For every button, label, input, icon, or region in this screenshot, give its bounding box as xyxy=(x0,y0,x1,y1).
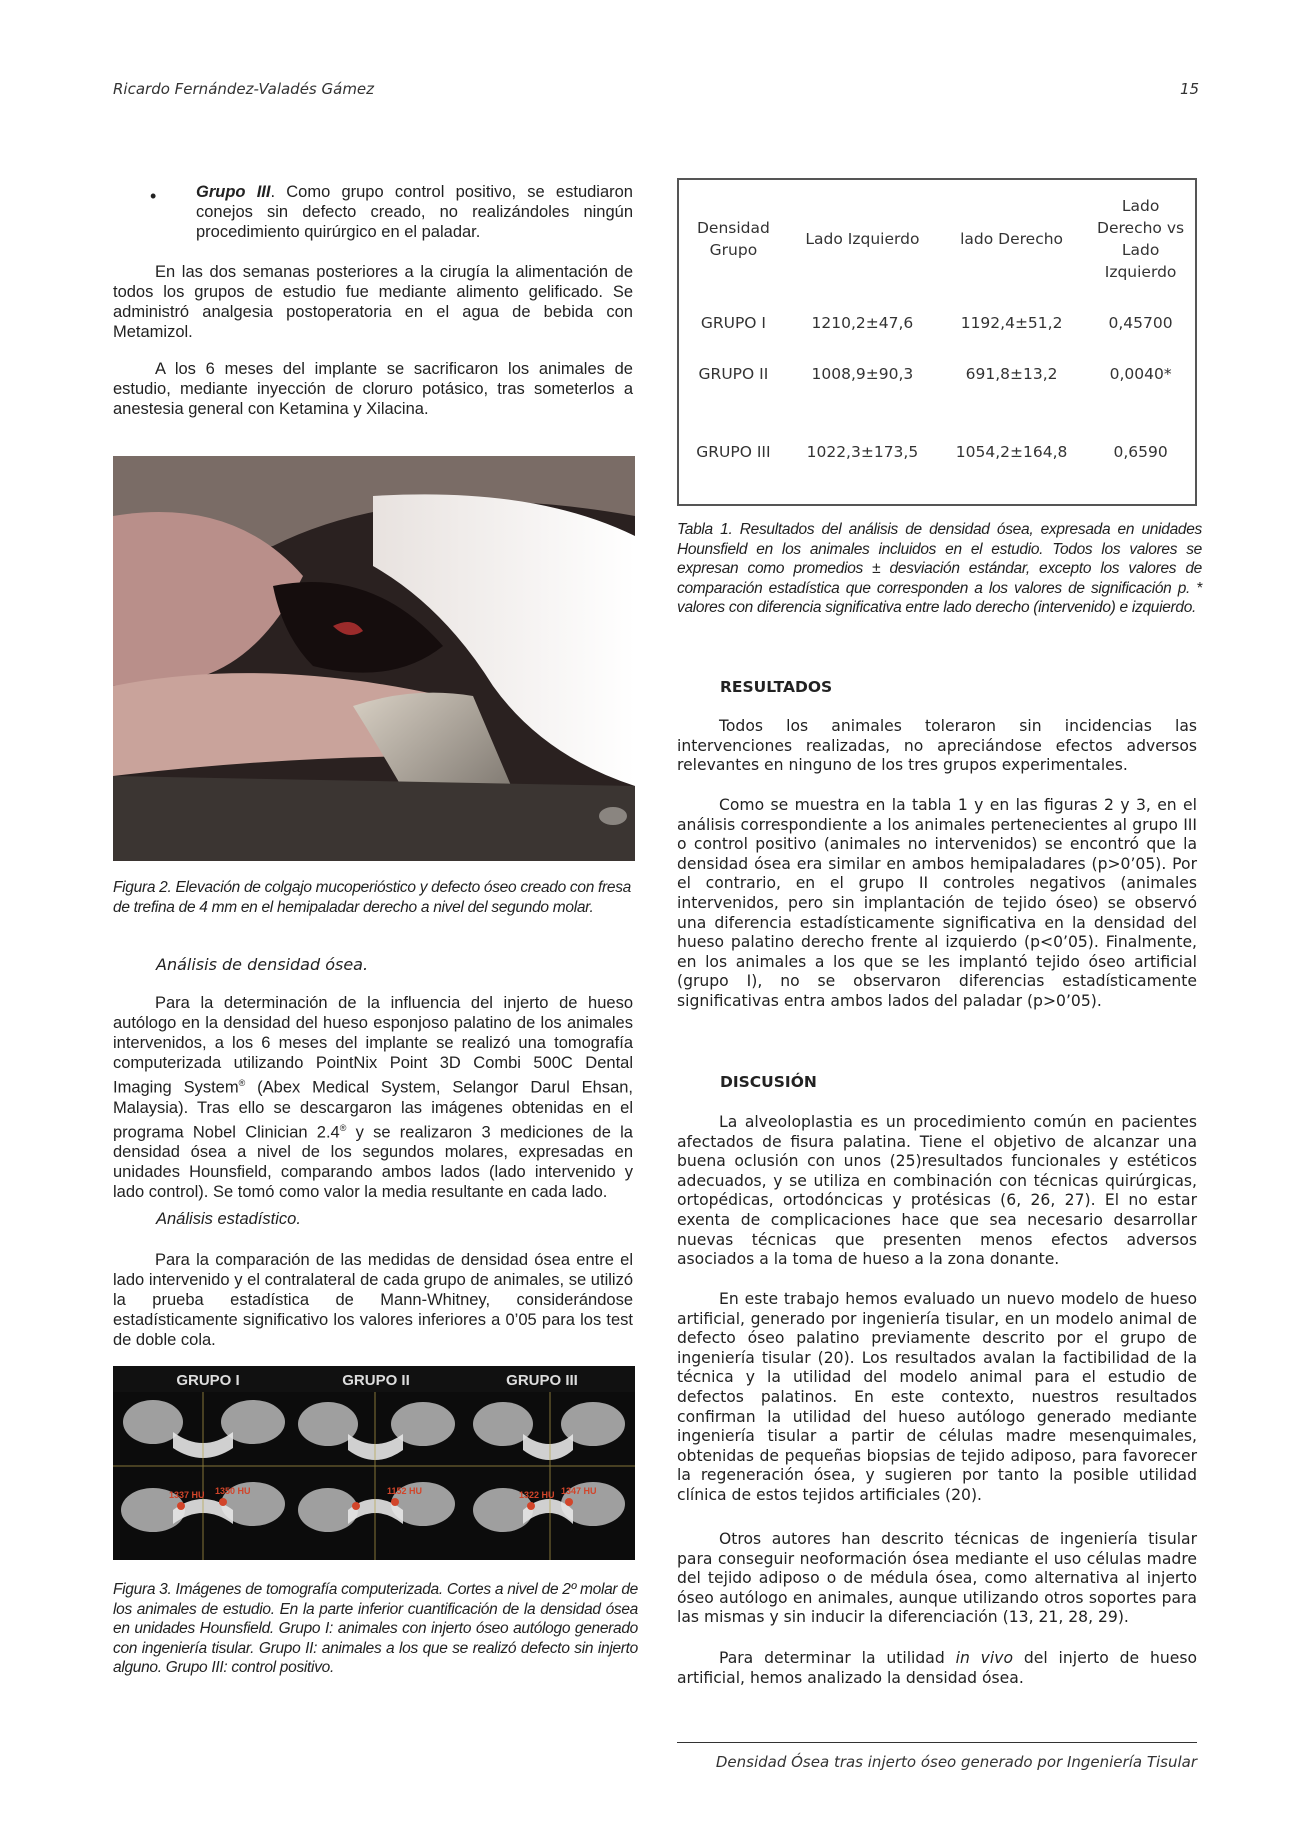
table-row xyxy=(679,348,1195,400)
ct-label-grupo-i: GRUPO I xyxy=(176,1372,240,1389)
section-title-discusion: DISCUSIÓN xyxy=(720,1073,817,1091)
table-cell: 1192,4±51,2 xyxy=(960,314,1063,332)
figure-2-caption: Figura 2. Elevación de colgajo mucoperióstico y defecto óseo creado con fresa de trefina de 4 mm en el hemipaladar derecho a nivel del segundo molar. xyxy=(113,879,631,916)
paragraph-discusion-4: Para determinar la utilidad in vivo del injerto de hueso artificial, hemos analizado la densidad ósea. xyxy=(677,1649,1197,1687)
paragraph-resultados-2: Como se muestra en la tabla 1 y en las figuras 2 y 3, en el análisis correspondiente a los animales pertenecientes al grupo III o control positivo (animales no intervenidos) se encontró que la densidad ósea era similar en ambos hemipaladares (p>0’05). Por el contrario, en el grupo II controles negativos (animales intervenidos, pero sin implantación de tejido óseo) se observó una diferencia estadísticamente significativa en la densidad del hueso palatino derecho frente al izquierdo (p<0’05). Finalmente, en los animales a los que se les implantó tejido óseo artificial (grupo I), no se observaron diferencias estadísticamente significativas entra ambos lados del paladar (p>0’05). xyxy=(677,796,1197,1010)
subheading-analisis-estadistico: Análisis estadístico. xyxy=(156,1210,301,1228)
paragraph-resultados-1: Todos los animales toleraron sin incidencias las intervenciones realizadas, no apreciándose efectos adversos relevantes en ninguno de los tres grupos experimentales. xyxy=(677,717,1197,775)
hu-label-5: 1322 HU xyxy=(519,1490,555,1500)
bullet-dot: • xyxy=(150,186,157,206)
table-cell: 1022,3±173,5 xyxy=(806,443,919,461)
paragraph-densidad-metodo: Para la determinación de la influencia del injerto de hueso autólogo en la densidad del hueso esponjoso palatino de los animales intervenidos, a los 6 meses del implante se realizó una tomografía computerizada utilizando PointNix Point 3D Combi 500C Dental Imaging System® (Abex Medical System, Selangor Darul Ehsan, Malaysia). Tras ello se descargaron las imágenes obtenidas en el programa Nobel Clinician 2.4® y se realizaron 3 mediciones de la densidad ósea a nivel de los segundos molares, expresadas en unidades Hounsfield, comparando ambos lados (lado intervenido y lado control). Se tomó como valor la media resultante en cada lado. xyxy=(113,994,634,1201)
ct-label-grupo-iii: GRUPO III xyxy=(506,1372,578,1389)
table-header-cell: Densidad Grupo xyxy=(696,219,770,259)
paragraph-discusion-1: La alveoloplastia es un procedimiento común en pacientes afectados de fisura palatina. Tiene el objetivo de alcanzar una buena oclusión con unos (25)resultados funcionales y estéticos adecuados, y se utiliza en combinación con técnicas quirúrgicas, ortopédicas, ortodóncicas y protésicas (6, 26, 27). El no estar exenta de complicaciones hace que sea necesario desarrollar nuevas técnicas que presenten menos efectos adversos asociados a la toma de hueso a la zona donante. xyxy=(677,1113,1197,1269)
paragraph-sacrificio: A los 6 meses del implante se sacrificaron los animales de estudio, mediante inyección de cloruro potásico, tras someterlos a anestesia general con Ketamina y Xilacina. xyxy=(113,360,633,418)
bullet-text: . Como grupo control positivo, se estudiaron conejos sin defecto creado, no realizándoles ningún procedimiento quirúrgico en el paladar. xyxy=(196,183,633,241)
table-1 xyxy=(677,178,1197,506)
surgical-photo-illustration xyxy=(113,456,635,861)
table-cell: 0,45700 xyxy=(1108,314,1173,332)
hu-label-2: 1350 HU xyxy=(215,1486,251,1496)
hu-label-4: 1152 HU xyxy=(387,1486,423,1496)
in-vivo-italic: in vivo xyxy=(955,1649,1014,1667)
table-cell: 691,8±13,2 xyxy=(965,365,1058,383)
footer-rule xyxy=(677,1742,1197,1743)
paragraph-discusion-2: En este trabajo hemos evaluado un nuevo modelo de hueso artificial, generado por ingeniería tisular, en un modelo animal de defecto óseo palatino previamente descrito por el grupo de ingeniería tisular (20). Los resultados avalan la factibilidad de la técnica y la utilidad del modelo animal para el estudio de defectos palatinos. En este contexto, nuestros resultados confirman la utilidad del hueso autólogo generado mediante ingeniería tisular a partir de células madre mesenquimales, obtenidas de pequeñas biopsias de tejido adiposo, para favorecer la regeneración ósea, y sugieren por tanto la posible utilidad clínica de estos tejidos artificiales (20). xyxy=(677,1290,1197,1504)
figure-2-surgical-photo xyxy=(113,456,635,861)
registered-mark-2: ® xyxy=(339,1122,347,1133)
table-header-cell: lado Derecho xyxy=(960,230,1064,248)
registered-mark-1: ® xyxy=(238,1078,246,1088)
ct-scan-illustration xyxy=(113,1392,635,1560)
table-cell: GRUPO III xyxy=(696,443,771,461)
table-cell: GRUPO I xyxy=(700,314,766,332)
paragraph-estadistica: Para la comparación de las medidas de densidad ósea entre el lado intervenido y el contralateral de cada grupo de animales, se utilizó la prueba estadística de Mann-Whitney, considerándose estadísticamente significativo los valores inferiores a 0’05 para los test de doble cola. xyxy=(113,1251,633,1349)
table-cell: 1210,2±47,6 xyxy=(811,314,914,332)
table-row xyxy=(679,298,1195,348)
running-header-author: Ricardo Fernández-Valadés Gámez xyxy=(113,80,375,98)
table-cell: 1008,9±90,3 xyxy=(811,365,914,383)
table-header-row xyxy=(679,180,1195,298)
hu-label-1: 1337 HU xyxy=(169,1490,205,1500)
figure-3-caption: Figura 3. Imágenes de tomografía computerizada. Cortes a nivel de 2º molar de los animales de estudio. En la parte inferior cuantificación de la densidad ósea en unidades Hounsfield. Grupo I: animales con injerto óseo autólogo generado con ingeniería tisular. Grupo II: animales a los que se realizó defecto sin injerto alguno. Grupo III: control positivo. xyxy=(113,1581,638,1676)
subheading-analisis-densidad: Análisis de densidad ósea. xyxy=(156,955,369,974)
table-header-cell: Lado Izquierdo xyxy=(805,230,920,248)
paragraph-alimentacion: En las dos semanas posteriores a la cirugía la alimentación de todos los grupos de estudio fue mediante alimento gelificado. Se administró analgesia postoperatoria en el agua de bebida con Metamizol. xyxy=(113,263,633,341)
figure-3-ct-images xyxy=(113,1366,635,1560)
section-title-resultados: RESULTADOS xyxy=(720,678,833,696)
table-cell: 0,6590 xyxy=(1113,443,1168,461)
hu-label-6: 1347 HU xyxy=(561,1486,597,1496)
paragraph-discusion-3: Otros autores han descrito técnicas de ingeniería tisular para conseguir neoformación ósea mediante el uso células madre del tejido adiposo o de médula ósea, como alternativa al injerto óseo autólogo en animales, aunque utilizando otros soportes para las mismas y sin inducir la diferenciación (13, 21, 28, 29). xyxy=(677,1530,1197,1627)
table-1-caption: Tabla 1. Resultados del análisis de densidad ósea, expresada en unidades Hounsfield en los animales incluidos en el estudio. Todos los valores se expresan como promedios ± desviación estándar, excepto los valores de comparación estadística que corresponden a los valores de significación p. * valores con diferencia significativa entre lado derecho (intervenido) e izquierdo. xyxy=(677,521,1202,616)
page-number: 15 xyxy=(1180,80,1200,98)
ct-label-grupo-ii: GRUPO II xyxy=(342,1372,410,1389)
table-row xyxy=(679,400,1195,504)
table-cell: 1054,2±164,8 xyxy=(955,443,1068,461)
running-footer-title: Densidad Ósea tras injerto óseo generado por Ingeniería Tisular xyxy=(715,1753,1197,1771)
table-header-cell: Lado Derecho vs Lado Izquierdo xyxy=(1097,197,1185,281)
bullet-label: Grupo III xyxy=(196,183,271,201)
table-cell: GRUPO II xyxy=(698,365,769,383)
bullet-grupo-iii xyxy=(196,182,633,242)
table-cell: 0,0040* xyxy=(1109,365,1172,383)
